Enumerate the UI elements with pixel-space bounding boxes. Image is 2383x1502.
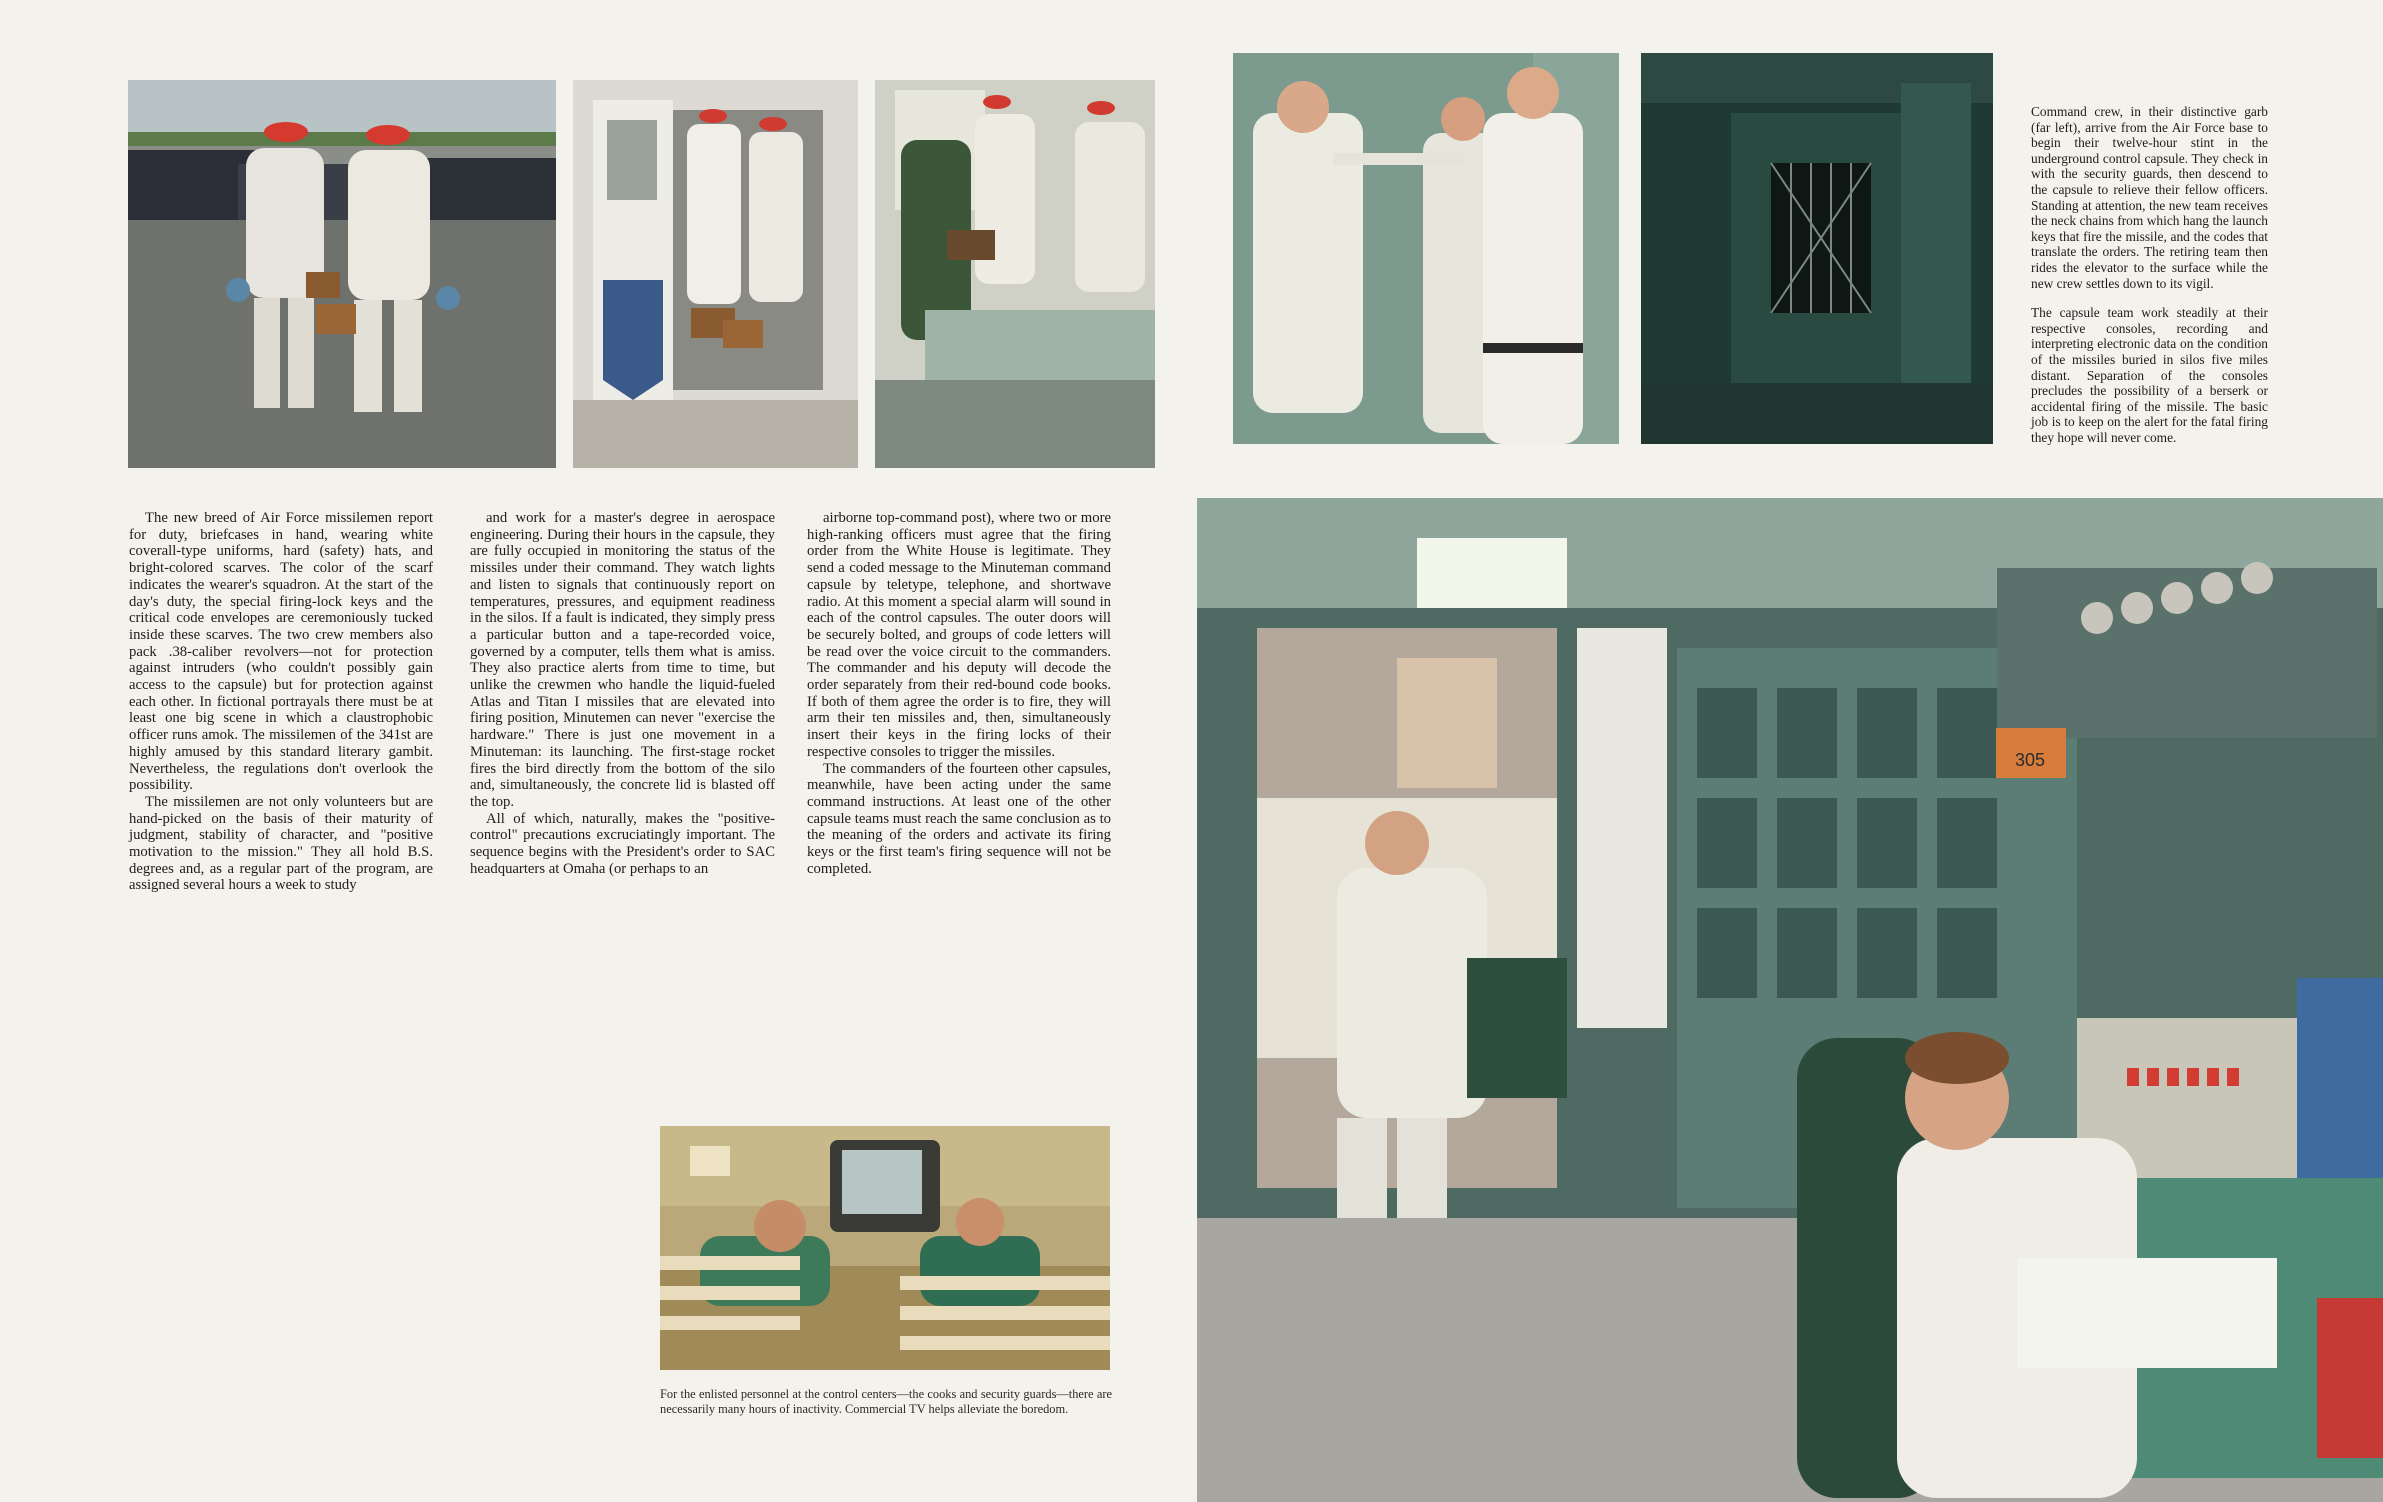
article-paragraph: All of which, naturally, makes the "positive-control" precautions excruciatingly important. The sequence begins with the President's order to SAC headquarters at Omaha (or perhaps to an — [470, 810, 775, 877]
panel-number-label: 305 — [2015, 750, 2046, 770]
article-column-3 — [807, 510, 1111, 877]
guard-checkin-photo — [875, 80, 1155, 468]
key-exchange-photo — [1233, 53, 1619, 444]
article-column-1 — [129, 510, 433, 894]
control-console-photo — [1197, 498, 2383, 1502]
tv-room-photo — [660, 1126, 1110, 1370]
caption-paragraph: The capsule team work steadily at their respective consoles, recording and interpreting electronic data on the condition of the missiles buried in silos five miles distant. Separation of the consoles precludes the possibility of a berserk or accidental firing of the missile. The basic job is to keep on the alert for the fatal firing they hope will never come. — [2031, 305, 2268, 445]
article-column-2 — [470, 510, 775, 877]
article-paragraph: The commanders of the fourteen other capsules, meanwhile, have been acting under the same command instructions. At least one of the other capsule teams must reach the same conclusion as to the meaning of the orders and activate its firing keys or the first team's firing sequence will not be completed. — [807, 760, 1111, 877]
photo-caption-crew — [2031, 104, 2268, 459]
vault-door-photo — [1641, 53, 1993, 444]
article-paragraph: airborne top-command post), where two or more high-ranking officers must agree that the firing order from the White House is legitimate. They send a coded message to the Minuteman command capsule by teletype, telephone, and shortwave radio. At this moment a special alarm will sound in each of the control capsules. The outer doors will be securely bolted, and groups of code letters will be read over the voice circuit to the commanders. The commander and his deputy will decode the order separately from their red-bound code books. If both of them agree the order is to fire, they will arm their ten missiles and, then, simultaneously insert their keys in the firing locks of their respective consoles to trigger the missiles. — [807, 510, 1111, 760]
photo-caption-tv: For the enlisted personnel at the control centers—the cooks and security guards—there are necessarily many hours of inactivity. Commercial TV helps alleviate the boredom. — [660, 1387, 1112, 1416]
crew-arrival-photo — [128, 80, 556, 468]
article-paragraph: The new breed of Air Force missilemen report for duty, briefcases in hand, wearing white coverall-type uniforms, hard (safety) hats, and bright-colored scarves. The color of the scarf indicates the wearer's squadron. At the start of the day's duty, the special firing-lock keys and the critical code envelopes are ceremoniously tucked inside these scarves. The two crew members also pack .38-caliber revolvers—not for protection against intruders (who couldn't possibly gain access to the capsule) but for protection against each other. In fictional portrayals there must be at least one big scene in which a claustrophobic officer runs amok. The missilemen of the 341st are highly amused by this standard literary gambit. Nevertheless, the regulations don't overlook the possibility. — [129, 510, 433, 794]
caption-paragraph: Command crew, in their distinctive garb (far left), arrive from the Air Force base to begin their twelve-hour stint in the underground control capsule. They check in with the security guards, then descend to the capsule to relieve their fellow officers. Standing at attention, the new team receives the neck chains from which hang the launch keys that fire the missile, and the codes that translate the orders. The retiring team then rides the elevator to the surface while the new crew settles down to its vigil. — [2031, 104, 2268, 291]
article-paragraph: The missilemen are not only volunteers but are hand-picked on the basis of their maturity of judgment, stability of character, and "positive motivation to the mission." They all hold B.S. degrees and, as a regular part of the program, are assigned several hours a week to study — [129, 793, 433, 894]
article-paragraph: and work for a master's degree in aerospace engineering. During their hours in the capsule, they are fully occupied in monitoring the status of the missiles under their command. They watch lights and listen to signals that continuously report on temperatures, pressures, and equipment readiness in the silos. If a fault is indicated, they simply press a particular button and a tape-recorded voice, governed by a computer, tells them what is amiss. They also practice alerts from time to time, but unlike the crewmen who handle the liquid-fueled Atlas and Titan I missiles that are elevated into firing position, Minutemen can never "exercise the hardware." There is just one movement in a Minuteman: its launching. The first-stage rocket fires the bird directly from the bottom of the silo and, simultaneously, the concrete lid is blasted off the top. — [470, 510, 775, 810]
security-checkin-photo — [573, 80, 858, 468]
